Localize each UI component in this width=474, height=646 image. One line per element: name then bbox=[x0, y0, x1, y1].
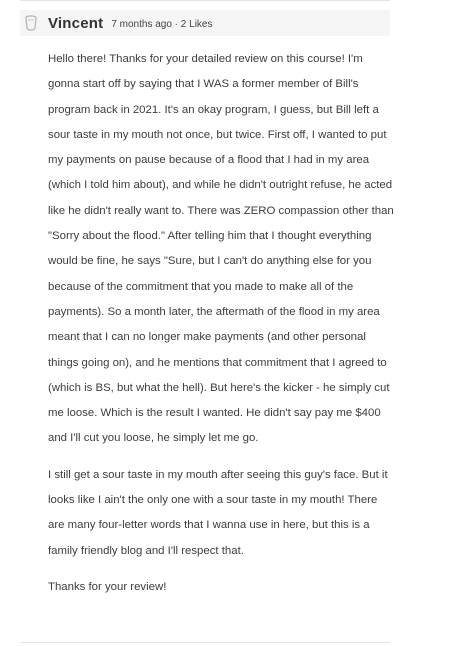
comment-meta: 7 months ago · 2 Likes bbox=[111, 18, 213, 30]
comment-paragraph-1: Hello there! Thanks for your detailed review on this course! I'm gonna start off by saying that I WAS a former member of Bill's program back in 2021. It's an okay program, I guess, but Bill left a sour taste in my mouth not once, but twice. First off, I wanted to put my payments on pause because of a flood that I had in my area (which I told him about), and while he didn't outright refuse, he acted like he didn't really want to. There was ZERO compassion other than "Sorry about the flood." After telling him that I thought everything would be fine, he says "Sure, but I can't do anything else for you because of the commitment that you made to make all of the payments). So a month later, the aftermath of the flood in my area meant that I can no longer make payments (and other personal things going on), and he mentions that commitment that I agreed to (which is BS, but what the hell). But here's the kicker - he simply cut me loose. Which is the result I wanted. He didn't say pay me $400 and I'll cut you loose, he simply let me go. bbox=[48, 53, 394, 445]
comment-author[interactable]: Vincent bbox=[48, 14, 104, 32]
comment-paragraph-3: Thanks for your review! bbox=[48, 580, 167, 593]
bottom-divider bbox=[20, 642, 390, 643]
comment-paragraph-2: I still get a sour taste in my mouth after seeing this guy's face. But it looks like I ain't the only one with a sour taste in my mouth! There are many four-letter words that I wanna use in here, but this is a family friendly blog and I'll respect that. bbox=[48, 468, 388, 557]
comment-header bbox=[20, 10, 390, 36]
user-avatar-icon[interactable] bbox=[21, 13, 41, 33]
comment-body bbox=[48, 47, 394, 611]
top-divider bbox=[20, 0, 390, 1]
